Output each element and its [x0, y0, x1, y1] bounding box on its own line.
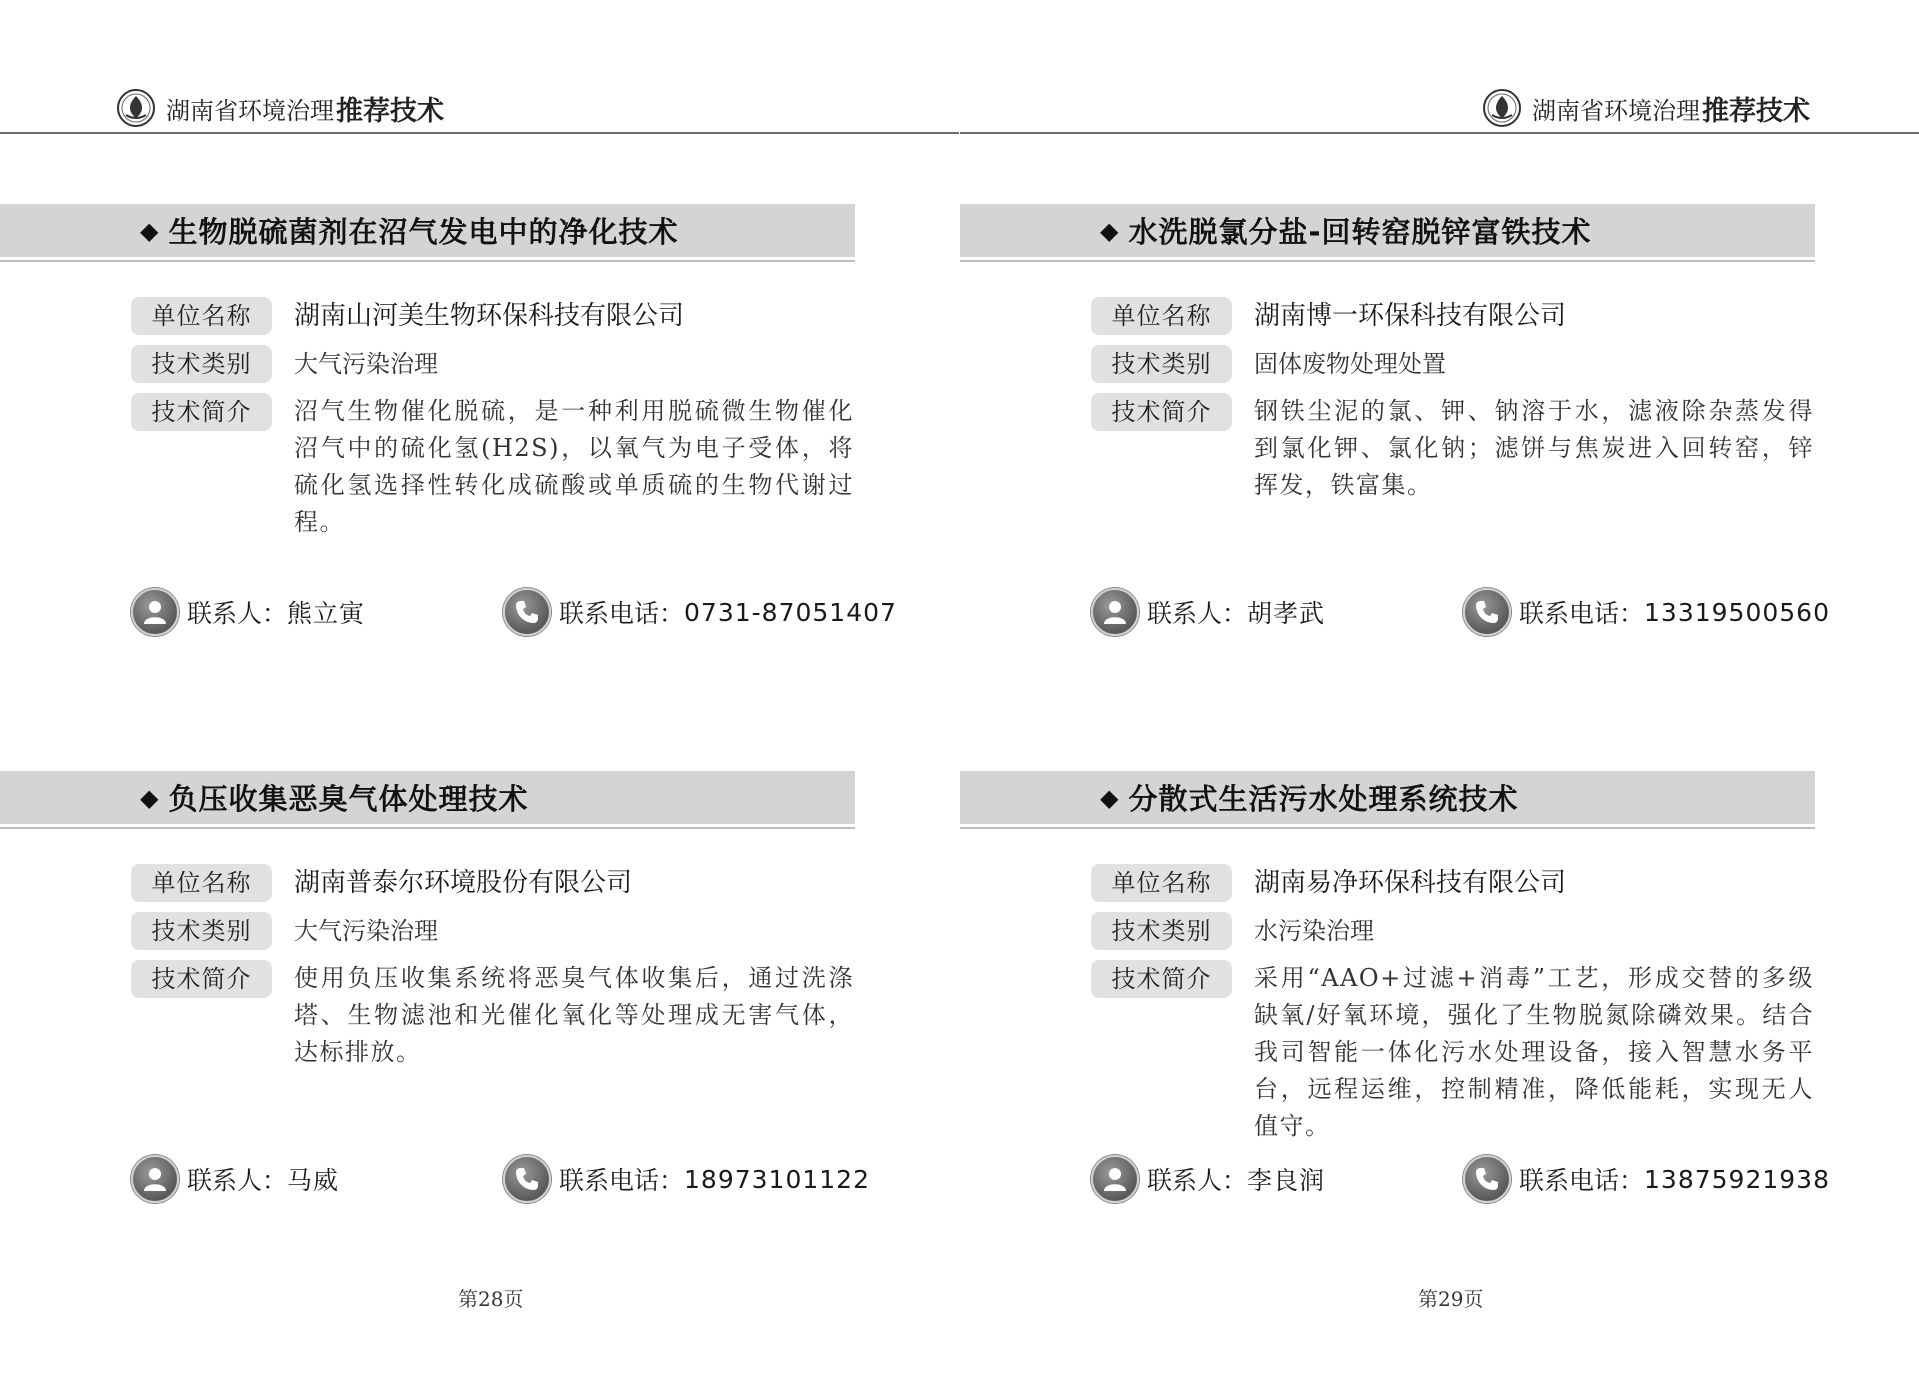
contact-person-label: 联系人： [187, 1166, 288, 1195]
unit-value: 湖南山河美生物环保科技有限公司 [294, 301, 685, 331]
category-value: 固体废物处理处置 [1254, 350, 1446, 378]
person-icon [131, 1155, 179, 1203]
header-title-strong: 推荐技术 [336, 95, 444, 127]
header-title-prefix: 湖南省环境治理 [1532, 96, 1700, 125]
category-value: 大气污染治理 [294, 350, 438, 378]
intro-text: 沼气生物催化脱硫，是一种利用脱硫微生物催化沼气中的硫化氢(H2S)，以氧气为电子受体，将硫化氢选择性转化成硫酸或单质硫的生物代谢过程。 [294, 397, 854, 536]
unit-label: 单位名称 [1091, 297, 1232, 335]
tech-section [960, 771, 1830, 1261]
unit-label: 单位名称 [131, 864, 272, 902]
contact-phone-number: 13319500560 [1644, 597, 1830, 627]
category-value: 大气污染治理 [294, 917, 438, 945]
unit-row [131, 297, 684, 335]
category-row [1091, 345, 1446, 383]
contact-person-label: 联系人： [1147, 1166, 1248, 1195]
header-title [116, 88, 444, 128]
contact-phone-label: 联系电话： [559, 1166, 685, 1195]
header-divider [0, 132, 959, 134]
intro-row [131, 960, 854, 1071]
intro-text: 采用“AAO+过滤+消毒”工艺，形成交替的多级缺氧/好氧环境，强化了生物脱氮除磷效果。结合我司智能一体化污水处理设备，接入智慧水务平台，远程运维，控制精准，降低能耗，实现无人值守。 [1254, 964, 1814, 1140]
category-label: 技术类别 [131, 345, 272, 383]
contact-person-label: 联系人： [1147, 599, 1248, 628]
section-title: 分散式生活污水处理系统技术 [1128, 782, 1519, 816]
section-title-bar [960, 771, 1815, 824]
category-label: 技术类别 [131, 912, 272, 950]
section-title-bar [960, 204, 1815, 257]
tech-section [0, 771, 870, 1261]
tech-section [0, 204, 897, 694]
contact-person [131, 588, 365, 636]
intro-row [1091, 960, 1814, 1145]
unit-row [131, 864, 632, 902]
category-row [1091, 912, 1374, 950]
diamond-bullet-icon: ◆ [140, 783, 159, 812]
header-divider [960, 132, 1919, 134]
unit-value: 湖南易净环保科技有限公司 [1254, 868, 1567, 898]
category-row [131, 345, 438, 383]
header-title [1482, 88, 1810, 128]
section-title-rule [0, 827, 855, 829]
phone-icon [503, 588, 551, 636]
person-icon [1091, 1155, 1139, 1203]
section-title-bar [0, 771, 855, 824]
person-icon [131, 588, 179, 636]
intro-label: 技术简介 [131, 960, 272, 998]
intro-label: 技术简介 [131, 393, 272, 431]
contact-person [1091, 588, 1325, 636]
section-title-rule [0, 260, 855, 262]
diamond-bullet-icon: ◆ [1100, 783, 1119, 812]
contact-phone [1463, 1155, 1830, 1203]
category-row [131, 912, 438, 950]
section-title-rule [960, 827, 1815, 829]
tech-section [960, 204, 1830, 694]
intro-text: 钢铁尘泥的氯、钾、钠溶于水，滤液除杂蒸发得到氯化钾、氯化钠；滤饼与焦炭进入回转窑，锌挥发，铁富集。 [1254, 397, 1814, 499]
intro-row [131, 393, 854, 541]
section-title-bar [0, 204, 855, 257]
contact-person-name: 熊立寅 [287, 599, 366, 628]
contact-phone-number: 13875921938 [1644, 1164, 1830, 1194]
contact-person-label: 联系人： [187, 599, 288, 628]
section-title: 负压收集恶臭气体处理技术 [168, 782, 529, 816]
header-title-prefix: 湖南省环境治理 [166, 96, 334, 125]
category-label: 技术类别 [1091, 345, 1232, 383]
section-title: 生物脱硫菌剂在沼气发电中的净化技术 [168, 215, 679, 249]
page-number: 第29页 [1418, 1287, 1484, 1311]
category-label: 技术类别 [1091, 912, 1232, 950]
contact-phone [1463, 588, 1830, 636]
contact-phone-number: 18973101122 [684, 1164, 870, 1194]
intro-text: 使用负压收集系统将恶臭气体收集后，通过洗涤塔、生物滤池和光催化氧化等处理成无害气体，达标排放。 [294, 964, 854, 1066]
contact-person-name: 马威 [287, 1166, 340, 1195]
contact-person-name: 胡孝武 [1247, 599, 1326, 628]
category-value: 水污染治理 [1254, 917, 1374, 945]
person-icon [1091, 588, 1139, 636]
contact-person-name: 李良润 [1247, 1166, 1326, 1195]
diamond-bullet-icon: ◆ [140, 216, 159, 245]
leaf-logo-icon [1482, 88, 1522, 128]
intro-label: 技术简介 [1091, 393, 1232, 431]
diamond-bullet-icon: ◆ [1100, 216, 1119, 245]
unit-value: 湖南普泰尔环境股份有限公司 [294, 868, 633, 898]
contact-phone-label: 联系电话： [559, 599, 685, 628]
contact-phone [503, 588, 897, 636]
section-title: 水洗脱氯分盐-回转窑脱锌富铁技术 [1128, 215, 1592, 249]
unit-row [1091, 297, 1566, 335]
unit-label: 单位名称 [131, 297, 272, 335]
contact-phone-label: 联系电话： [1519, 1166, 1645, 1195]
header-title-strong: 推荐技术 [1702, 95, 1810, 127]
left-page [0, 0, 959, 1382]
section-title-rule [960, 260, 1815, 262]
phone-icon [1463, 1155, 1511, 1203]
right-page [960, 0, 1919, 1382]
contact-phone-label: 联系电话： [1519, 599, 1645, 628]
intro-label: 技术简介 [1091, 960, 1232, 998]
contact-phone-number: 0731-87051407 [684, 597, 897, 627]
unit-value: 湖南博一环保科技有限公司 [1254, 301, 1567, 331]
contact-person [131, 1155, 339, 1203]
phone-icon [1463, 588, 1511, 636]
unit-row [1091, 864, 1566, 902]
contact-phone [503, 1155, 870, 1203]
phone-icon [503, 1155, 551, 1203]
contact-person [1091, 1155, 1325, 1203]
unit-label: 单位名称 [1091, 864, 1232, 902]
page-number: 第28页 [458, 1287, 524, 1311]
leaf-logo-icon [116, 88, 156, 128]
intro-row [1091, 393, 1814, 504]
